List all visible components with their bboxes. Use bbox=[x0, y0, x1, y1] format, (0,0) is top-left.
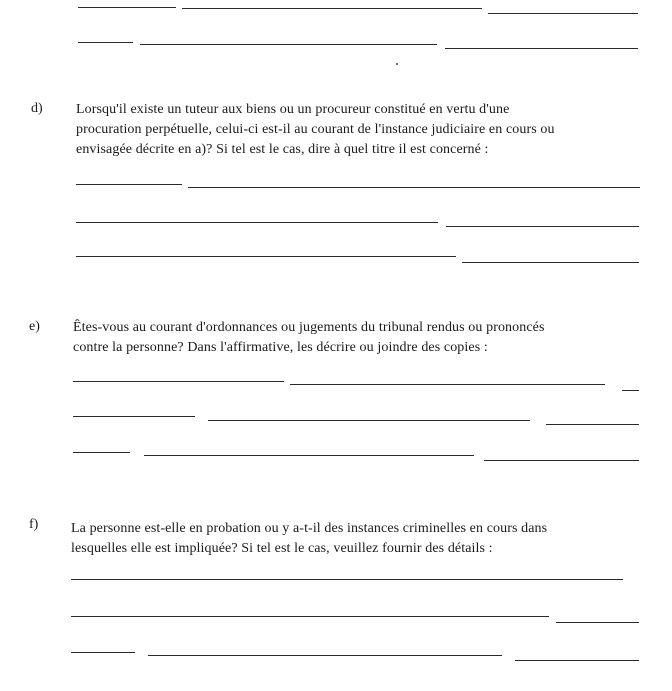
question-text-line: Lorsqu'il existe un tuteur aux biens ou un procureur constitué en vertu d'une bbox=[76, 102, 510, 117]
answer-line[interactable] bbox=[76, 222, 438, 223]
question-text-line: La personne est-elle en probation ou y a-t-il des instances criminelles en cours dans bbox=[71, 521, 548, 536]
question-letter: e) bbox=[29, 319, 40, 334]
answer-line[interactable] bbox=[71, 579, 623, 580]
answer-line[interactable] bbox=[515, 660, 639, 661]
answer-line[interactable] bbox=[144, 455, 474, 456]
answer-line[interactable] bbox=[73, 452, 130, 453]
answer-line[interactable] bbox=[182, 8, 482, 9]
answer-line[interactable] bbox=[188, 187, 640, 188]
answer-line[interactable] bbox=[140, 44, 437, 45]
answer-line[interactable] bbox=[73, 416, 195, 417]
question-text-line: procuration perpétuelle, celui-ci est-il au courant de l'instance judiciaire en cours ou bbox=[76, 122, 555, 137]
answer-line[interactable] bbox=[71, 616, 549, 617]
answer-line[interactable] bbox=[76, 184, 182, 185]
answer-line[interactable] bbox=[71, 652, 135, 653]
answer-line[interactable] bbox=[446, 226, 639, 227]
answer-line[interactable] bbox=[462, 262, 639, 263]
answer-line[interactable] bbox=[556, 622, 639, 623]
answer-line[interactable] bbox=[78, 42, 133, 43]
question-text-line: envisagée décrite en a)? Si tel est le cas, dire à quel titre il est concerné : bbox=[76, 142, 489, 157]
answer-line[interactable] bbox=[445, 48, 638, 49]
answer-line[interactable] bbox=[73, 381, 284, 382]
question-text-line: contre la personne? Dans l'affirmative, les décrire ou joindre des copies : bbox=[73, 340, 488, 355]
answer-line[interactable] bbox=[148, 655, 502, 656]
answer-line[interactable] bbox=[484, 460, 639, 461]
answer-line[interactable] bbox=[488, 13, 638, 14]
answer-line[interactable] bbox=[76, 256, 456, 257]
question-letter: f) bbox=[29, 517, 39, 532]
answer-line[interactable] bbox=[622, 390, 639, 391]
question-letter: d) bbox=[31, 101, 43, 116]
answer-line[interactable] bbox=[78, 7, 176, 8]
question-text-line: Êtes-vous au courant d'ordonnances ou jugements du tribunal rendus ou prononcés bbox=[73, 320, 545, 335]
answer-line[interactable] bbox=[546, 424, 639, 425]
answer-line[interactable] bbox=[290, 384, 605, 385]
answer-line[interactable] bbox=[208, 420, 530, 421]
scan-speck bbox=[396, 63, 398, 65]
question-text-line: lesquelles elle est impliquée? Si tel est le cas, veuillez fournir des détails : bbox=[71, 541, 493, 556]
